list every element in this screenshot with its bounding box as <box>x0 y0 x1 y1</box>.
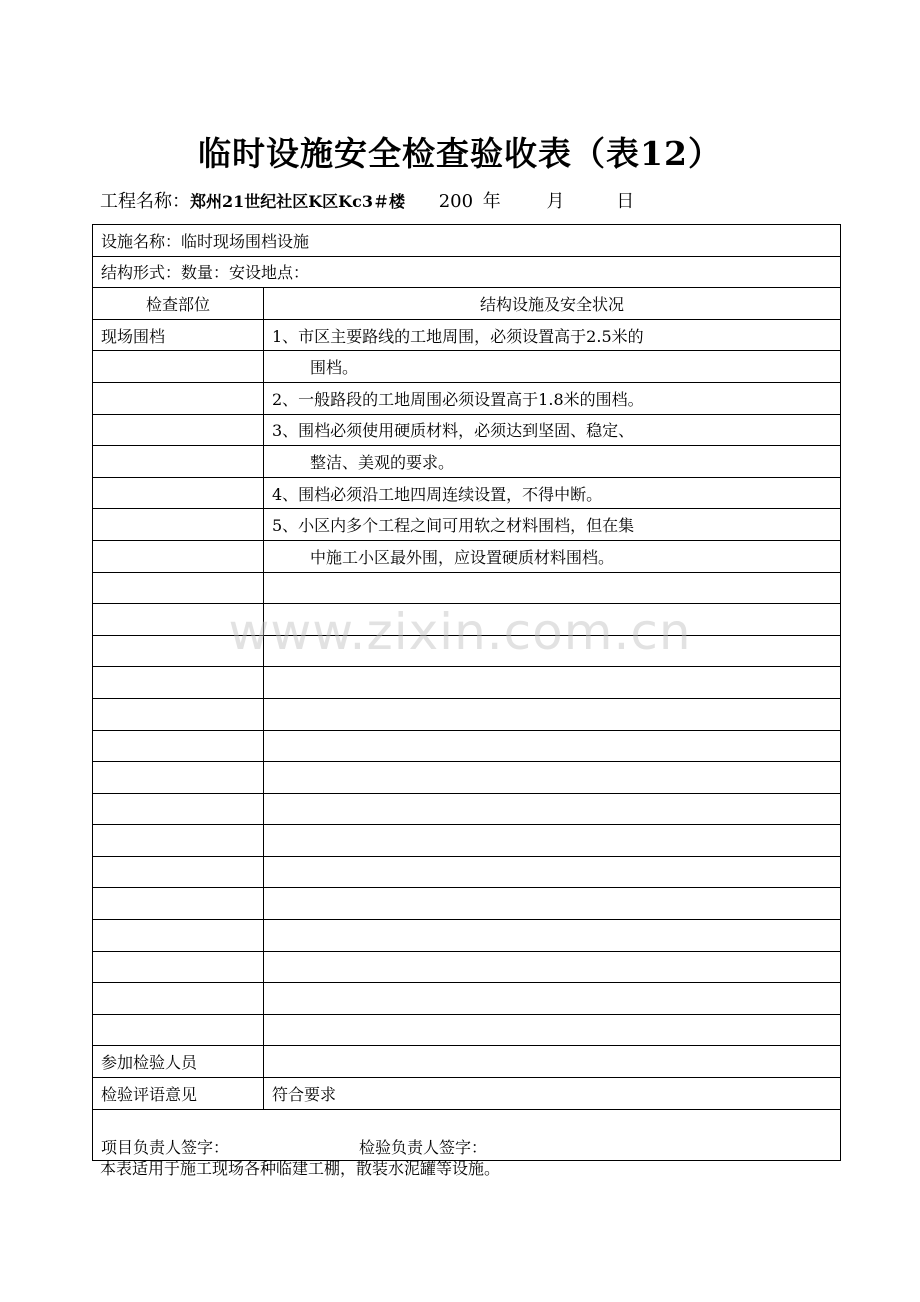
empty-row <box>93 951 841 983</box>
table-row <box>93 414 841 446</box>
year-prefix: 200 <box>438 191 474 212</box>
status-cell: 5、小区内多个工程之间可用软之材料围档，但在集 <box>264 509 841 541</box>
part-cell <box>93 509 264 541</box>
status-cell: 4、围档必须沿工地四周连续设置，不得中断。 <box>264 477 841 509</box>
signature-row <box>93 1109 841 1160</box>
part-cell: 现场围档 <box>93 319 264 351</box>
empty-row <box>93 825 841 857</box>
inspection-table <box>92 224 841 1161</box>
table-row <box>93 446 841 478</box>
empty-row <box>93 698 841 730</box>
month-label: 月 <box>546 191 565 212</box>
column-header-part: 检查部位 <box>93 288 264 320</box>
status-cell: 整洁、美观的要求。 <box>264 446 841 478</box>
part-cell <box>93 351 264 383</box>
table-header-row <box>93 288 841 320</box>
structure-info: 结构形式：数量：安设地点： <box>93 256 841 288</box>
empty-row <box>93 856 841 888</box>
status-cell: 1、市区主要路线的工地周围，必须设置高于2.5米的 <box>264 319 841 351</box>
project-manager-signature-label: 项目负责人签字： <box>101 1137 230 1157</box>
part-cell <box>93 477 264 509</box>
status-cell: 2、一般路段的工地周围必须设置高于1.8米的围档。 <box>264 382 841 414</box>
empty-row <box>93 572 841 604</box>
participants-value[interactable] <box>264 1046 841 1078</box>
comment-label: 检验评语意见 <box>93 1078 264 1110</box>
table-row <box>93 351 841 383</box>
part-cell <box>93 414 264 446</box>
day-label: 日 <box>616 191 635 212</box>
part-cell <box>93 382 264 414</box>
empty-row <box>93 730 841 762</box>
table-row <box>93 1046 841 1078</box>
table-row <box>93 225 841 257</box>
empty-row <box>93 762 841 794</box>
empty-row <box>93 983 841 1015</box>
footnote: 本表适用于施工现场各种临建工棚，散装水泥罐等设施。 <box>100 1159 501 1178</box>
project-label: 工程名称： <box>100 191 190 212</box>
table-row <box>93 382 841 414</box>
page-title: 临时设施安全检查验收表（表12） <box>198 134 722 173</box>
empty-row <box>93 920 841 952</box>
year-label: 年 <box>482 191 501 212</box>
participants-label: 参加检验人员 <box>93 1046 264 1078</box>
status-cell: 围档。 <box>264 351 841 383</box>
inspection-manager-signature-label: 检验负责人签字： <box>359 1137 488 1157</box>
header-line <box>100 187 634 213</box>
comment-value[interactable]: 符合要求 <box>264 1078 841 1110</box>
empty-row <box>93 888 841 920</box>
table-row <box>93 477 841 509</box>
empty-row <box>93 635 841 667</box>
facility-name: 设施名称：临时现场围档设施 <box>93 225 841 257</box>
project-name: 郑州21世纪社区K区Kc3＃楼 <box>190 192 405 211</box>
empty-row <box>93 604 841 636</box>
empty-row <box>93 667 841 699</box>
status-cell: 3、围档必须使用硬质材料，必须达到坚固、稳定、 <box>264 414 841 446</box>
part-cell <box>93 540 264 572</box>
column-header-status: 结构设施及安全状况 <box>264 288 841 320</box>
part-cell <box>93 446 264 478</box>
signature-cell <box>93 1109 841 1160</box>
table-row <box>93 319 841 351</box>
table-row <box>93 540 841 572</box>
table-row <box>93 509 841 541</box>
watermark: www.zixin.com.cn <box>228 603 692 661</box>
empty-row <box>93 1014 841 1046</box>
table-row <box>93 1078 841 1110</box>
empty-row <box>93 793 841 825</box>
table-row <box>93 256 841 288</box>
status-cell: 中施工小区最外围，应设置硬质材料围档。 <box>264 540 841 572</box>
